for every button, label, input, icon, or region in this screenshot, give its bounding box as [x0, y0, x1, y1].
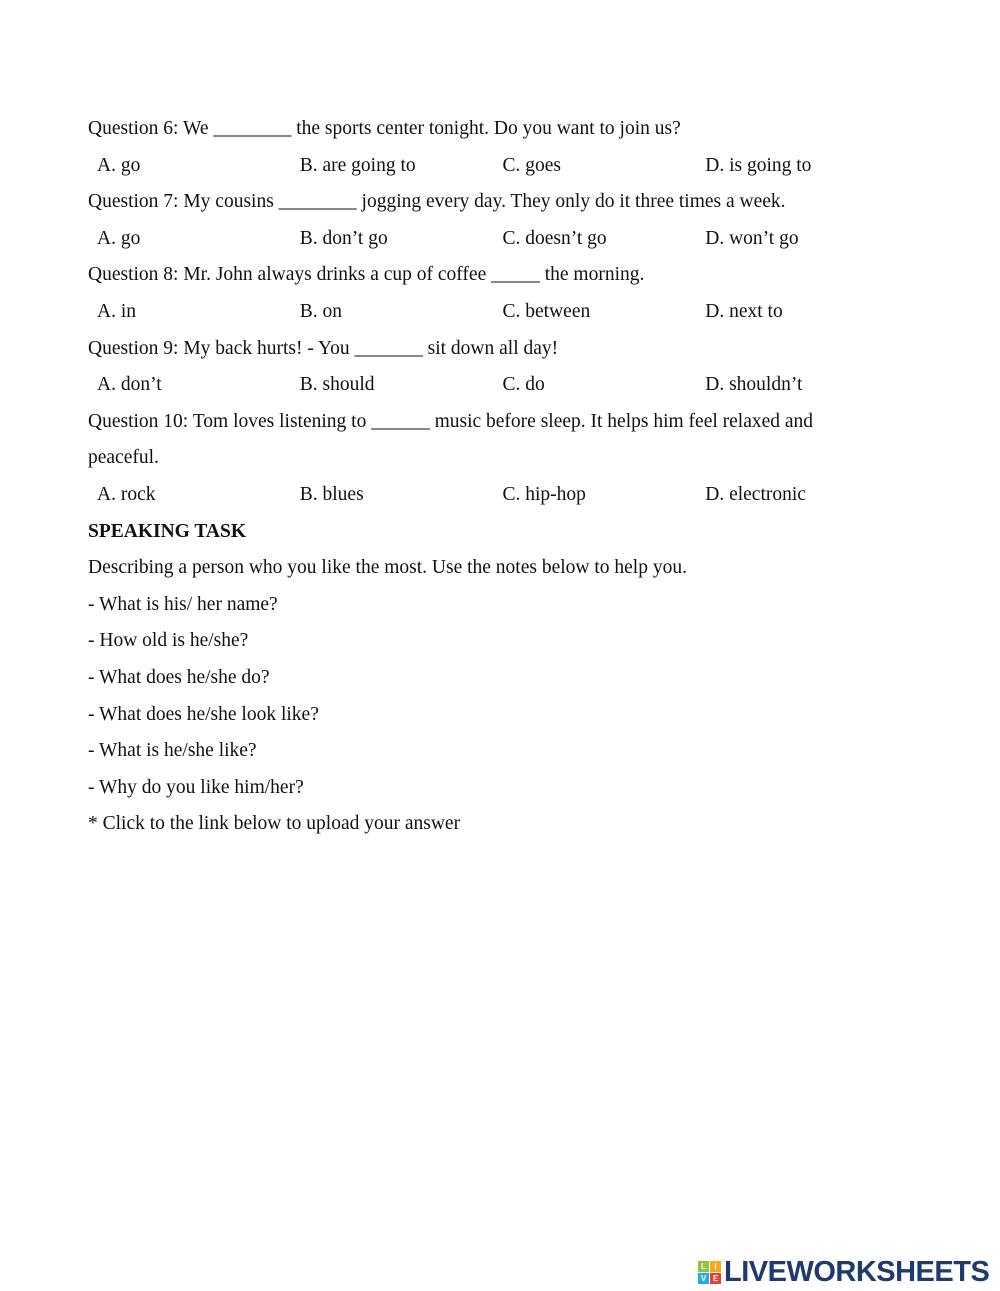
option-a: A. don’t	[97, 374, 162, 396]
option-d: D. next to	[705, 300, 783, 322]
option-c: C. goes	[502, 154, 561, 176]
option-a: A. in	[97, 300, 136, 322]
note-item: - What does he/she look like?	[88, 703, 319, 725]
badge-letter: E	[710, 1273, 721, 1284]
option-d: D. won’t go	[705, 227, 799, 249]
option-b: B. should	[299, 374, 375, 396]
question-8: Question 8: Mr. John always drinks a cup of coffee _____ the morning.	[88, 264, 645, 286]
note-item: - Why do you like him/her?	[88, 776, 304, 798]
option-c: C. hip-hop	[502, 483, 586, 505]
question-7-options	[88, 221, 908, 258]
question-9: Question 9: My back hurts! - You _______ sit down all day!	[88, 337, 559, 359]
option-a: A. go	[97, 227, 141, 249]
option-d: D. electronic	[705, 483, 806, 505]
speaking-heading: SPEAKING TASK	[88, 520, 247, 542]
option-a: A. rock	[97, 483, 156, 505]
speaking-intro: Describing a person who you like the most. Use the notes below to help you.	[88, 557, 687, 579]
option-b: B. are going to	[299, 154, 416, 176]
option-b: B. on	[299, 300, 343, 322]
logo-badge-icon	[698, 1261, 721, 1284]
note-item: - How old is he/she?	[88, 630, 249, 652]
badge-letter: I	[710, 1261, 721, 1272]
badge-letter: V	[698, 1273, 709, 1284]
question-7: Question 7: My cousins ________ jogging every day. They only do it three times a week.	[88, 191, 786, 213]
note-item: - What is his/ her name?	[88, 593, 278, 615]
logo-text: LIVEWORKSHEETS	[724, 1256, 990, 1288]
question-6: Question 6: We ________ the sports center tonight. Do you want to join us?	[88, 118, 681, 139]
option-d: D. is going to	[705, 154, 812, 176]
badge-letter: L	[698, 1261, 709, 1272]
worksheet-content	[88, 111, 908, 843]
question-10-continued: peaceful.	[88, 447, 159, 469]
question-10-options	[88, 477, 908, 514]
option-d: D. shouldn’t	[705, 374, 803, 396]
question-10: Question 10: Tom loves listening to ______ music before sleep. It helps him feel relaxed and	[88, 410, 814, 432]
note-item: - What does he/she do?	[88, 666, 270, 688]
liveworksheets-logo	[698, 1256, 989, 1289]
option-b: B. don’t go	[299, 227, 388, 249]
option-c: C. do	[502, 374, 545, 396]
option-b: B. blues	[299, 483, 364, 505]
note-item: - What is he/she like?	[88, 740, 257, 762]
question-8-options	[88, 294, 908, 331]
upload-note: * Click to the link below to upload your answer	[88, 813, 461, 835]
option-a: A. go	[97, 154, 141, 176]
question-9-options	[88, 367, 908, 404]
option-c: C. between	[502, 300, 591, 322]
question-6-options	[88, 148, 908, 185]
option-c: C. doesn’t go	[502, 227, 607, 249]
